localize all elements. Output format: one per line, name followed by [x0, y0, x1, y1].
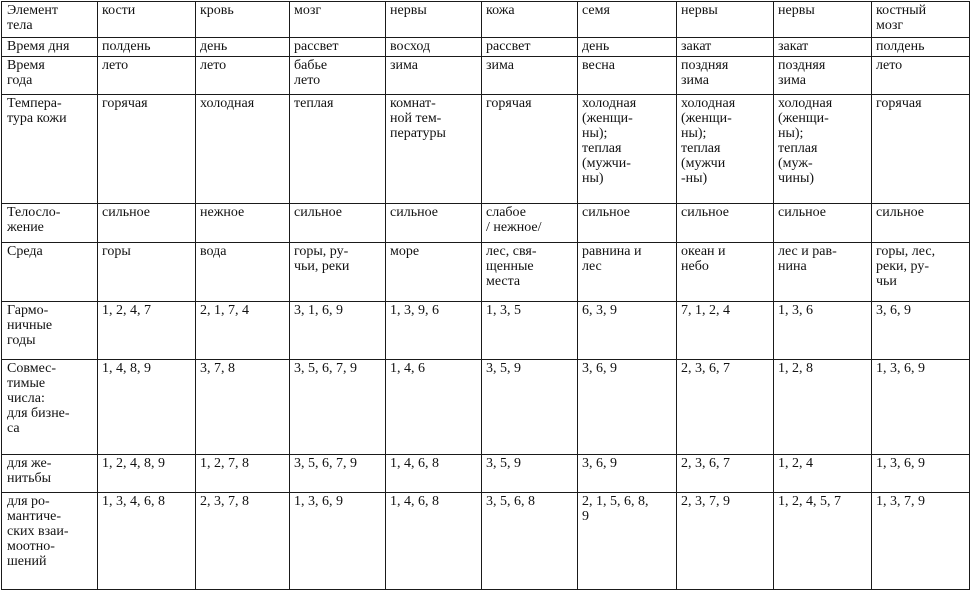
row-label: для ро- мантиче- ских взаи- моотно- шений — [2, 492, 98, 589]
table-cell: 1, 3, 9, 6 — [386, 302, 482, 360]
table-cell: комнат- ной тем- пературы — [386, 94, 482, 203]
table-cell: 3, 6, 9 — [872, 302, 970, 360]
table-cell: 3, 5, 6, 8 — [482, 492, 578, 589]
table-cell: 1, 4, 8, 9 — [98, 359, 196, 454]
table-cell: лето — [196, 56, 290, 94]
row-label: Время года — [2, 56, 98, 94]
row-label: Совмес- тимые числа: для бизне- са — [2, 359, 98, 454]
header-row — [2, 2, 970, 38]
table-cell: холодная (женщи- ны); теплая (мужчи- ны) — [578, 94, 677, 203]
table-cell: закат — [677, 38, 774, 56]
table-cell: восход — [386, 38, 482, 56]
table-cell: сильное — [774, 204, 872, 243]
table-cell: горы, лес, реки, ру- чьи — [872, 243, 970, 302]
header-cell: кровь — [196, 2, 290, 38]
table-cell: 2, 3, 6, 7 — [677, 359, 774, 454]
row-label: Время дня — [2, 38, 98, 56]
table-cell: день — [578, 38, 677, 56]
table-cell: горы — [98, 243, 196, 302]
table-cell: 2, 1, 5, 6, 8, 9 — [578, 492, 677, 589]
table-cell: 1, 3, 6 — [774, 302, 872, 360]
table-cell: горячая — [98, 94, 196, 203]
table-cell: 3, 5, 6, 7, 9 — [290, 359, 386, 454]
table-cell: 6, 3, 9 — [578, 302, 677, 360]
table-cell: 2, 3, 6, 7 — [677, 454, 774, 492]
row-label: Среда — [2, 243, 98, 302]
table-cell: 1, 2, 4 — [774, 454, 872, 492]
table-cell: 3, 7, 8 — [196, 359, 290, 454]
table-cell: рассвет — [482, 38, 578, 56]
table-cell: холодная — [196, 94, 290, 203]
table-cell: слабое / нежное/ — [482, 204, 578, 243]
row-label: Телосло- жение — [2, 204, 98, 243]
header-cell: кости — [98, 2, 196, 38]
table-cell: сильное — [290, 204, 386, 243]
table-cell: 1, 3, 6, 9 — [872, 454, 970, 492]
table-cell: 1, 3, 6, 9 — [290, 492, 386, 589]
header-cell: мозг — [290, 2, 386, 38]
table-cell: 3, 1, 6, 9 — [290, 302, 386, 360]
table-row — [2, 243, 970, 302]
table-cell: океан и небо — [677, 243, 774, 302]
header-cell: нервы — [386, 2, 482, 38]
table-row — [2, 359, 970, 454]
table-cell: 2, 3, 7, 9 — [677, 492, 774, 589]
table-cell: бабье лето — [290, 56, 386, 94]
table-cell: полдень — [872, 38, 970, 56]
table-cell: 3, 5, 9 — [482, 454, 578, 492]
row-label: Темпера- тура кожи — [2, 94, 98, 203]
table-cell: 3, 5, 6, 7, 9 — [290, 454, 386, 492]
row-label: для же- нитьбы — [2, 454, 98, 492]
table-cell: 7, 1, 2, 4 — [677, 302, 774, 360]
table-cell: холодная (женщи- ны); теплая (мужчи -ны) — [677, 94, 774, 203]
table-cell: море — [386, 243, 482, 302]
table-cell: 2, 1, 7, 4 — [196, 302, 290, 360]
table-cell: 1, 3, 5 — [482, 302, 578, 360]
table-row — [2, 38, 970, 56]
table-cell: сильное — [872, 204, 970, 243]
table-cell: день — [196, 38, 290, 56]
table-row — [2, 454, 970, 492]
header-cell: семя — [578, 2, 677, 38]
table-cell: нежное — [196, 204, 290, 243]
table-cell: поздняя зима — [677, 56, 774, 94]
table-cell: сильное — [386, 204, 482, 243]
element-properties-table — [1, 1, 970, 590]
table-row — [2, 204, 970, 243]
table-cell: вода — [196, 243, 290, 302]
table-cell: равнина и лес — [578, 243, 677, 302]
table-cell: 1, 2, 7, 8 — [196, 454, 290, 492]
table-cell: сильное — [98, 204, 196, 243]
table-cell: 1, 2, 4, 5, 7 — [774, 492, 872, 589]
header-cell: нервы — [774, 2, 872, 38]
table-cell: 1, 4, 6 — [386, 359, 482, 454]
table-cell: зима — [482, 56, 578, 94]
table-cell: горячая — [872, 94, 970, 203]
table-cell: 1, 2, 4, 7 — [98, 302, 196, 360]
table-cell: сильное — [578, 204, 677, 243]
table-cell: полдень — [98, 38, 196, 56]
table-row — [2, 492, 970, 589]
table-cell: 1, 3, 4, 6, 8 — [98, 492, 196, 589]
table-cell: 3, 6, 9 — [578, 359, 677, 454]
table-row — [2, 56, 970, 94]
table-cell: лес и рав- нина — [774, 243, 872, 302]
table-row — [2, 94, 970, 203]
table-cell: 1, 3, 7, 9 — [872, 492, 970, 589]
table-cell: холодная (женщи- ны); теплая (муж- чины) — [774, 94, 872, 203]
row-label: Гармо- ничные годы — [2, 302, 98, 360]
table-cell: 1, 4, 6, 8 — [386, 492, 482, 589]
table-cell: лето — [98, 56, 196, 94]
table-cell: теплая — [290, 94, 386, 203]
table-cell: сильное — [677, 204, 774, 243]
header-cell: костный мозг — [872, 2, 970, 38]
table-cell: горы, ру- чьи, реки — [290, 243, 386, 302]
table-cell: 1, 2, 8 — [774, 359, 872, 454]
table-cell: лес, свя- щенные места — [482, 243, 578, 302]
table-cell: 1, 2, 4, 8, 9 — [98, 454, 196, 492]
header-cell: Элемент тела — [2, 2, 98, 38]
table-cell: 3, 5, 9 — [482, 359, 578, 454]
table-cell: 1, 4, 6, 8 — [386, 454, 482, 492]
table-cell: поздняя зима — [774, 56, 872, 94]
table-cell: 2, 3, 7, 8 — [196, 492, 290, 589]
table-cell: весна — [578, 56, 677, 94]
table-cell: закат — [774, 38, 872, 56]
table-cell: лето — [872, 56, 970, 94]
table-cell: зима — [386, 56, 482, 94]
table-cell: 3, 6, 9 — [578, 454, 677, 492]
header-cell: нервы — [677, 2, 774, 38]
table-cell: горячая — [482, 94, 578, 203]
table-cell: рассвет — [290, 38, 386, 56]
header-cell: кожа — [482, 2, 578, 38]
table-row — [2, 302, 970, 360]
table-cell: 1, 3, 6, 9 — [872, 359, 970, 454]
